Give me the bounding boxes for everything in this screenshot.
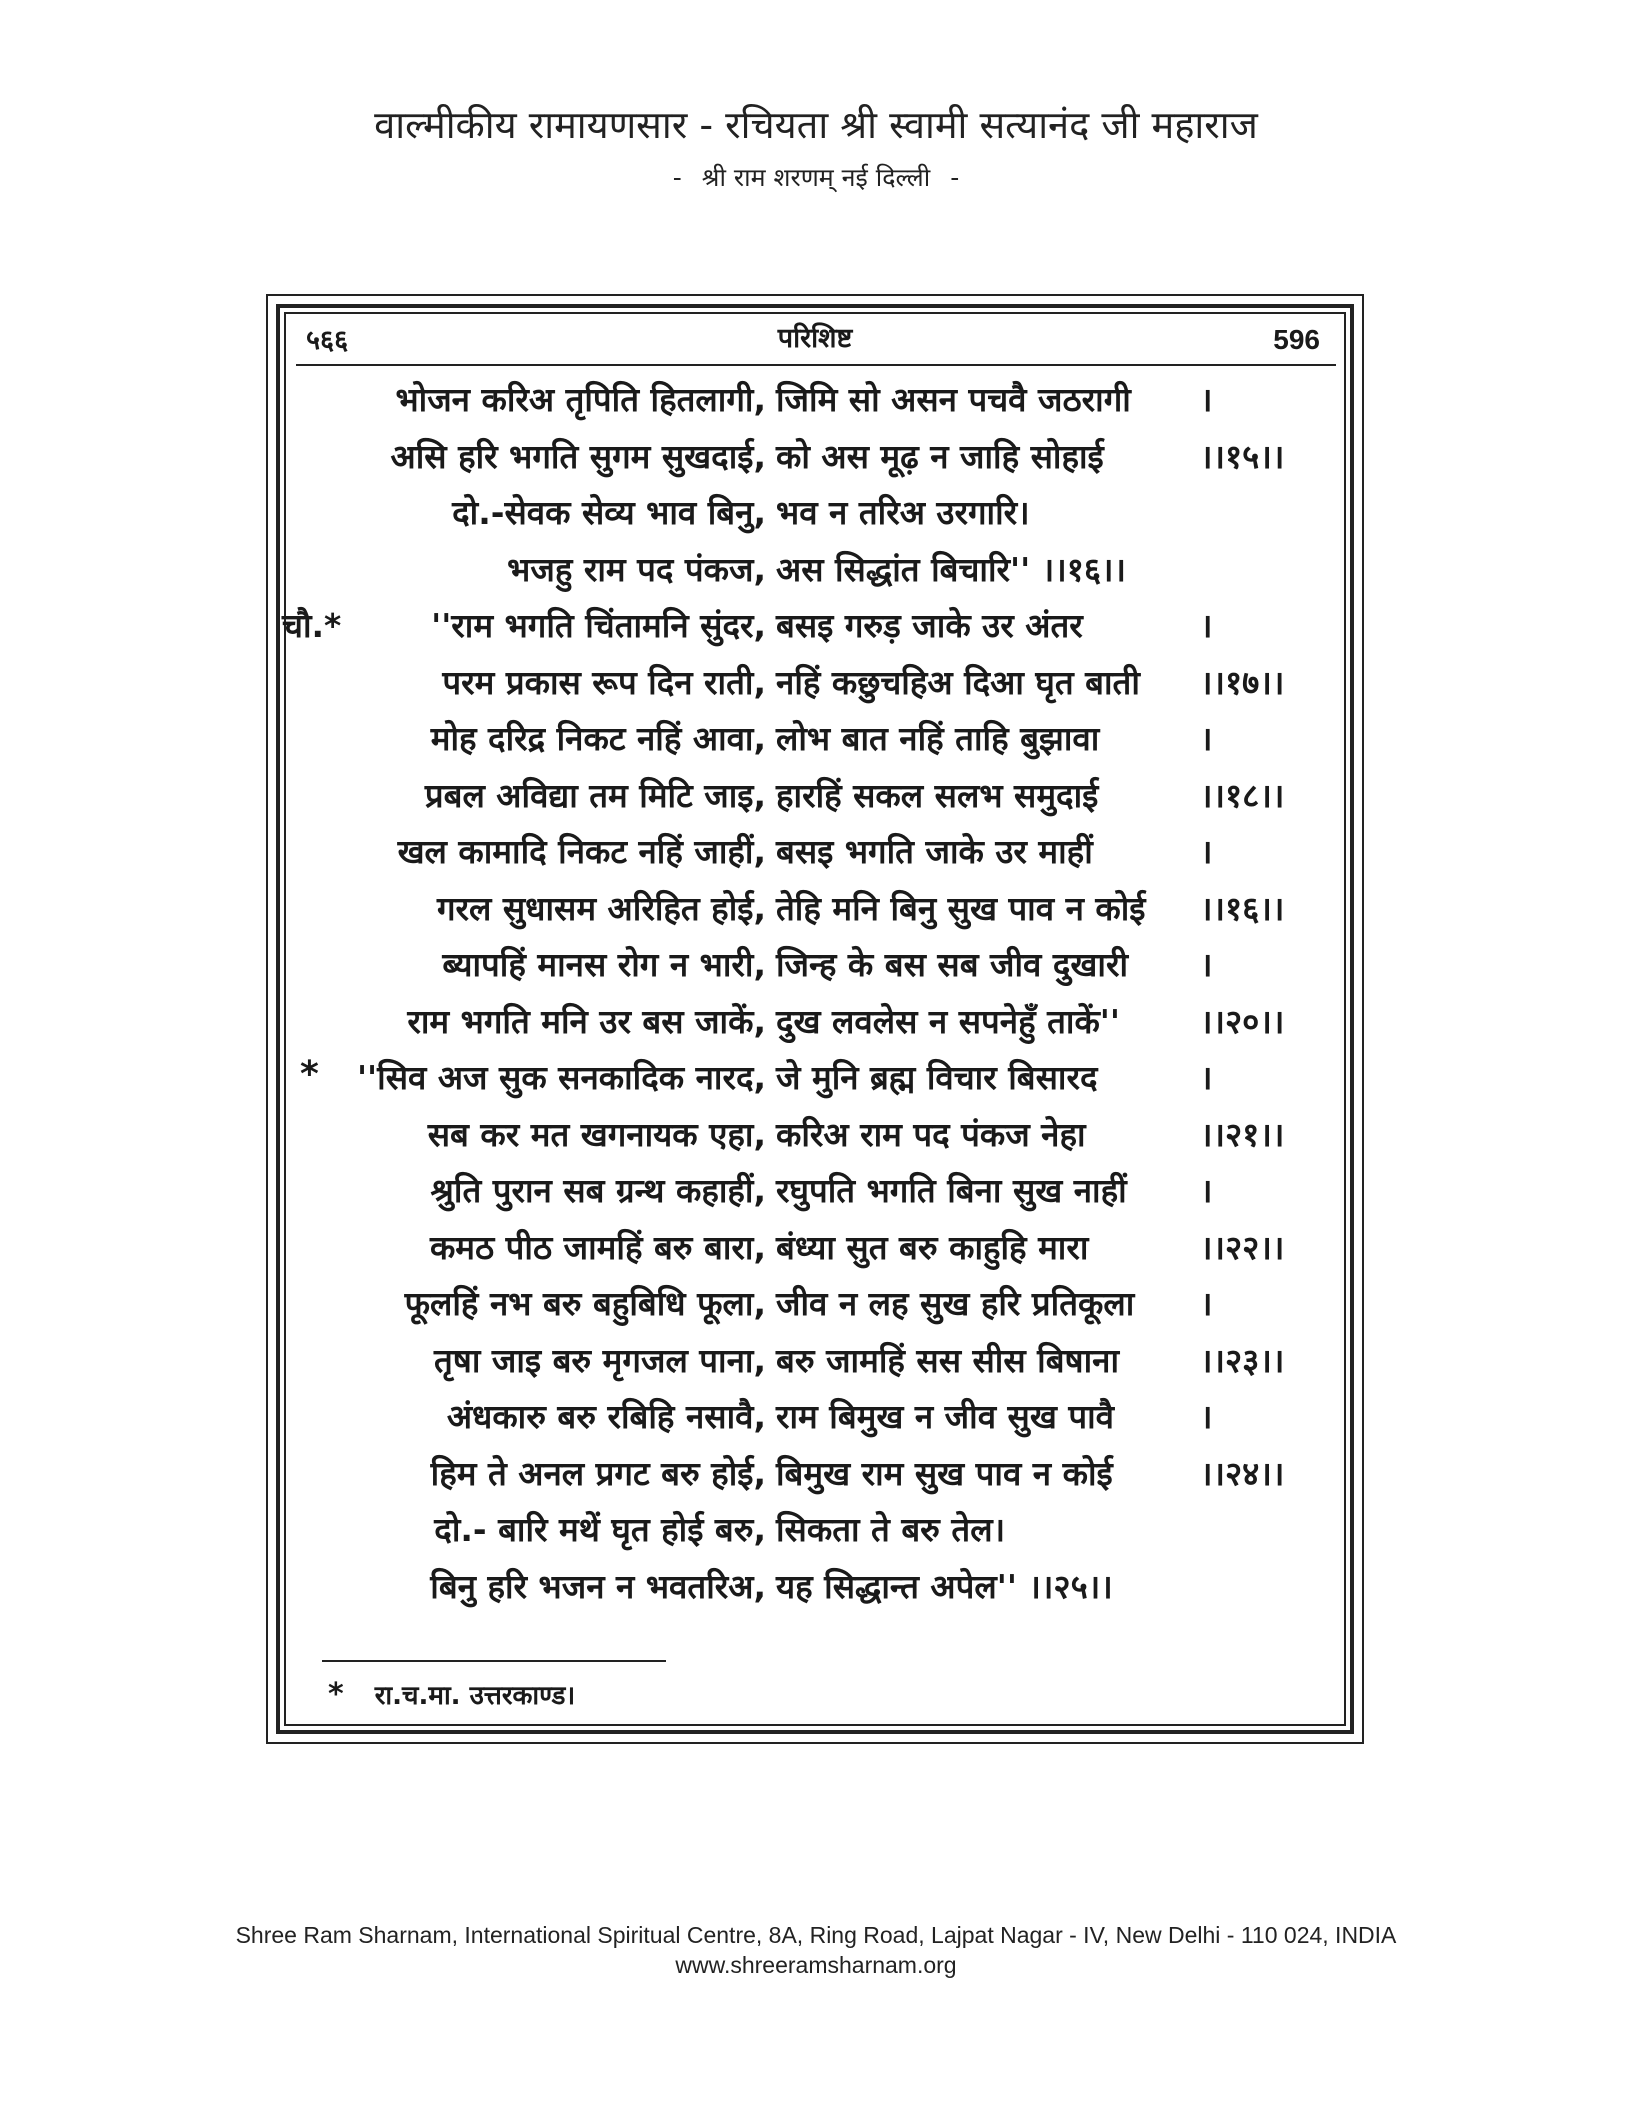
- subtitle-dash-left: -: [672, 163, 682, 192]
- verse-second-half: राम बिमुख न जीव सुख पावै: [776, 1397, 1114, 1436]
- verse-second-half: जे मुनि ब्रह्म विचार बिसारद: [776, 1058, 1098, 1097]
- verse-second-half: तेहि मनि बिनु सुख पाव न कोई: [776, 888, 1146, 928]
- verse-line: [0, 546, 1632, 604]
- verse-second-half: को अस मूढ़ न जाहि सोहाई: [776, 436, 1104, 476]
- verse-line: [0, 1054, 1632, 1112]
- verse-line: [0, 941, 1632, 999]
- verse-line: [0, 489, 1632, 547]
- verse-number: ।।१६।।: [1200, 888, 1285, 928]
- verse-first-half: सब कर मत खगनायक एहा,: [427, 1114, 766, 1154]
- verse-number: ।।२१।।: [1200, 1114, 1285, 1154]
- verse-line: [0, 772, 1632, 830]
- verse-line: [0, 1337, 1632, 1395]
- verse-second-half: अस सिद्धांत बिचारि'' ।।१६।।: [776, 549, 1127, 589]
- verse-number: ।।१७।।: [1200, 662, 1285, 702]
- verse-line: [0, 1224, 1632, 1282]
- verse-first-half: मोह दरिद्र निकट नहिं आवा,: [430, 719, 766, 758]
- verse-first-half: भजहु राम पद पंकज,: [507, 549, 766, 589]
- verse-line: [0, 1393, 1632, 1451]
- verse-number: ।: [1200, 832, 1213, 871]
- verse-line: [0, 602, 1632, 660]
- verse-first-half: असि हरि भगति सुगम सुखदाई,: [390, 436, 766, 476]
- footnote: [328, 1676, 575, 1712]
- verse-line: [0, 1111, 1632, 1169]
- subtitle-dash-right: -: [950, 163, 960, 192]
- running-header: [296, 318, 1334, 358]
- verse-line: [0, 1563, 1632, 1621]
- verse-second-half: सिकता ते बरु तेल।: [776, 1510, 1006, 1549]
- page-title: वाल्मीकीय रामायणसार - रचियता श्री स्वामी सत्यानंद जी महाराज: [374, 103, 1258, 147]
- verse-number: ।।१८।।: [1200, 775, 1285, 815]
- verse-second-half: बरु जामहिं सस सीस बिषाना: [776, 1340, 1120, 1380]
- verse-first-half: श्रुति पुरान सब ग्रन्थ कहाहीं,: [430, 1171, 766, 1210]
- verse-first-half: दो.-सेवक सेव्य भाव बिनु,: [452, 493, 766, 532]
- verse-number: ।।१५।।: [1200, 436, 1285, 476]
- verse-second-half: रघुपति भगति बिना सुख नाहीं: [776, 1171, 1127, 1210]
- verse-second-half: दुख लवलेस न सपनेहुँ ताकें'': [776, 1001, 1120, 1041]
- verse-second-half: जीव न लह सुख हरि प्रतिकूला: [776, 1284, 1135, 1323]
- verse-marker: *: [300, 1054, 319, 1095]
- verse-first-half: कमठ पीठ जामहिं बरु बारा,: [429, 1227, 766, 1267]
- verse-first-half: प्रबल अविद्या तम मिटि जाइ,: [424, 775, 766, 815]
- verse-line: [0, 1280, 1632, 1338]
- verse-line: [0, 715, 1632, 773]
- verse-first-half: खल कामादि निकट नहिं जाहीं,: [397, 832, 766, 871]
- footnote-star-icon: *: [328, 1677, 344, 1712]
- subtitle-text: श्री राम शरणम् नई दिल्ली: [701, 163, 931, 192]
- verse-line: [0, 828, 1632, 886]
- verse-first-half: दो.- बारि मथें घृत होई बरु,: [434, 1510, 766, 1549]
- verse-number: ।।२०।।: [1200, 1001, 1285, 1041]
- verse-second-half: बसइ गरुड़ जाके उर अंतर: [776, 606, 1083, 645]
- verse-second-half: बंध्या सुत बरु काहुहि मारा: [776, 1227, 1089, 1267]
- verse-first-half: हिम ते अनल प्रगट बरु होई,: [430, 1453, 766, 1493]
- verse-first-half: बिनु हरि भजन न भवतरिअ,: [430, 1566, 766, 1606]
- verse-first-half: भोजन करिअ तृपिति हितलागी,: [395, 380, 766, 419]
- footer-address: Shree Ram Sharnam, International Spiritual Centre, 8A, Ring Road, Lajpat Nagar - IV, New Delhi - 110 024, INDIA: [235, 1922, 1397, 1948]
- header-divider: [296, 364, 1336, 366]
- verse-first-half: ब्यापहिं मानस रोग न भारी,: [442, 945, 766, 984]
- verse-number: ।: [1200, 1058, 1213, 1097]
- verse-number: ।: [1200, 606, 1213, 645]
- verse-marker: चौ.*: [282, 606, 342, 645]
- footnote-text: रा.च.मा. उत्तरकाण्ड।: [374, 1681, 576, 1711]
- verse-number: ।: [1200, 380, 1213, 419]
- verse-line: [0, 1167, 1632, 1225]
- verse-second-half: यह सिद्धान्त अपेल'' ।।२५।।: [776, 1566, 1113, 1606]
- verse-first-half: ''सिव अज सुक सनकादिक नारद,: [356, 1058, 766, 1097]
- verse-line: [0, 659, 1632, 717]
- verse-line: [0, 1506, 1632, 1564]
- verse-second-half: जिन्ह के बस सब जीव दुखारी: [776, 945, 1129, 984]
- footnote-divider: [322, 1660, 666, 1662]
- verse-line: [0, 376, 1632, 434]
- page-subtitle: [0, 160, 1632, 194]
- verse-first-half: गरल सुधासम अरिहित होई,: [436, 888, 766, 928]
- verse-line: [0, 998, 1632, 1056]
- section-title: परिशिष्ट: [777, 323, 853, 354]
- verse-first-half: राम भगति मनि उर बस जाकें,: [407, 1001, 766, 1041]
- verse-number: ।।२४।।: [1200, 1453, 1285, 1493]
- verse-number: ।: [1200, 1397, 1213, 1436]
- verse-line: [0, 885, 1632, 943]
- verse-number: ।।२२।।: [1200, 1227, 1285, 1267]
- verse-number: ।: [1200, 945, 1213, 984]
- verse-second-half: करिअ राम पद पंकज नेहा: [776, 1114, 1086, 1154]
- verse-second-half: नहिं कछुचहिअ दिआ घृत बाती: [776, 662, 1140, 702]
- verse-second-half: जिमि सो असन पचवै जठरागी: [776, 380, 1131, 419]
- verse-first-half: परम प्रकास रूप दिन राती,: [442, 662, 766, 702]
- verse-second-half: बिमुख राम सुख पाव न कोई: [776, 1453, 1113, 1493]
- verse-second-half: लोभ बात नहिं ताहि बुझावा: [776, 719, 1100, 758]
- verse-second-half: बसइ भगति जाके उर माहीं: [776, 832, 1093, 871]
- verse-second-half: हारहिं सकल सलभ समुदाई: [776, 775, 1099, 815]
- verse-second-half: भव न तरिअ उरगारि।: [776, 493, 1030, 532]
- verse-line: [0, 433, 1632, 491]
- verse-first-half: अंधकारु बरु रबिहि नसावै,: [446, 1397, 766, 1436]
- verse-first-half: फूलहिं नभ बरु बहुबिधि फूला,: [404, 1284, 766, 1323]
- verse-number: ।।२३।।: [1200, 1340, 1285, 1380]
- verse-first-half: ''राम भगति चिंतामनि सुंदर,: [431, 606, 766, 645]
- page-number: 596: [1273, 324, 1320, 355]
- footer-website: www.shreeramsharnam.org: [675, 1952, 957, 1978]
- page-number-devanagari: ५६६: [306, 325, 349, 356]
- verse-line: [0, 1450, 1632, 1508]
- verse-number: ।: [1200, 1284, 1213, 1323]
- verse-first-half: तृषा जाइ बरु मृगजल पाना,: [433, 1340, 766, 1380]
- verse-number: ।: [1200, 719, 1213, 758]
- verse-number: ।: [1200, 1171, 1213, 1210]
